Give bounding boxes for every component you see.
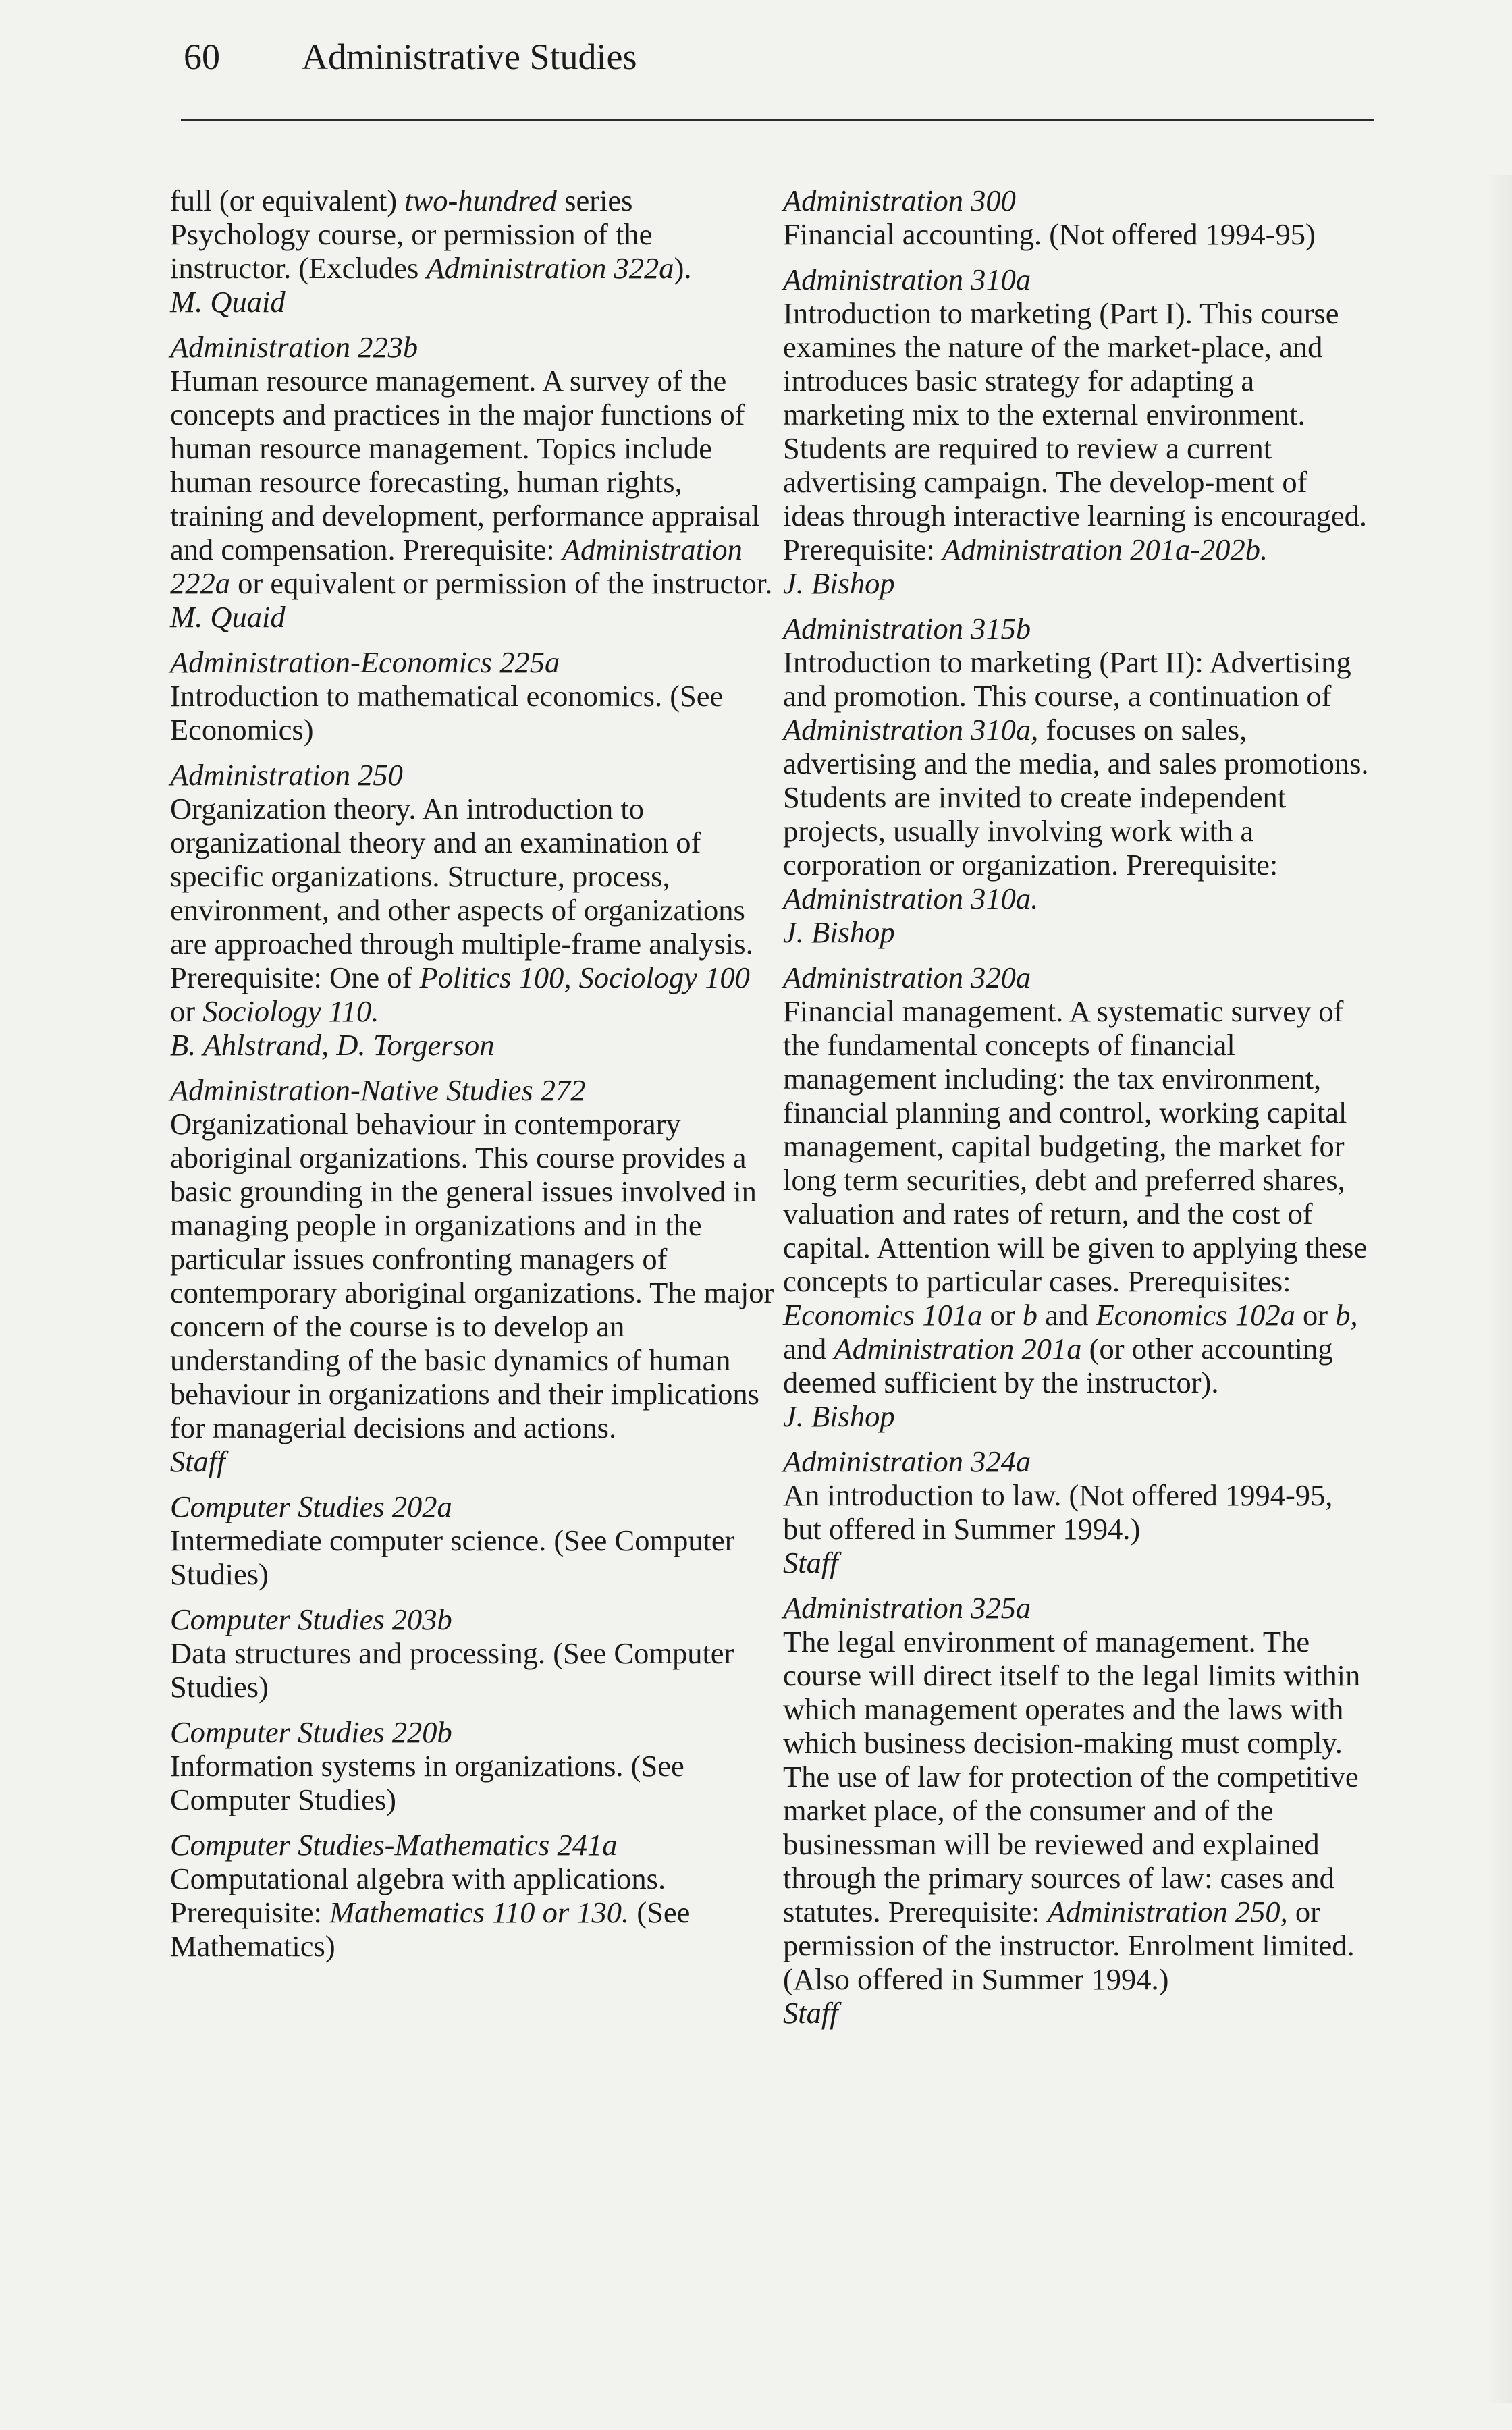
instructor: M. Quaid xyxy=(170,285,286,319)
course-description xyxy=(783,645,1370,915)
course-entry xyxy=(170,1073,778,1478)
course-title: Administration 315b xyxy=(783,612,1031,645)
course-entry xyxy=(170,184,778,319)
course-description xyxy=(170,184,778,285)
course-entry xyxy=(783,612,1370,949)
course-description xyxy=(170,1862,778,1963)
course-reference: Administration 310a. xyxy=(783,882,1039,915)
course-entry xyxy=(170,1602,778,1704)
course-title: Administration 300 xyxy=(783,184,1016,217)
course-reference: Mathematics 110 or 130. xyxy=(329,1895,630,1929)
course-reference: b xyxy=(1335,1298,1351,1332)
course-entry xyxy=(170,330,778,634)
description-text: Financial accounting. (Not offered 1994-95) xyxy=(783,217,1316,251)
description-text: full (or equivalent) xyxy=(170,184,405,217)
description-text: Data structures and processing. (See Computer Studies) xyxy=(170,1636,734,1704)
course-reference: two-hundred xyxy=(404,184,558,217)
course-description xyxy=(783,1478,1370,1546)
description-text: Organization theory. An introduction to organizational theory and an examination of specific organizations. Structure, process, environment, and other aspects of organizations are approached through multiple-frame analysis. Prerequisite: One of xyxy=(170,792,753,994)
description-text: or permission of the instructor. Enrolment limited. (Also offered in Summer 1994.) xyxy=(783,1895,1355,1996)
description-text: or xyxy=(170,994,203,1028)
course-reference: b xyxy=(1022,1298,1037,1332)
course-entry xyxy=(783,961,1370,1433)
instructor: Staff xyxy=(783,1996,838,2030)
instructor: Staff xyxy=(170,1444,225,1478)
left-column xyxy=(170,184,778,1974)
description-text: and xyxy=(1037,1298,1096,1332)
course-entry xyxy=(170,758,778,1062)
course-title: Computer Studies 202a xyxy=(170,1490,452,1523)
course-description xyxy=(783,1625,1370,1996)
description-text: Organizational behaviour in contemporary aboriginal organizations. This course provides a basic grounding in the general issues involved in managing people in organizations and in the particular issues confronting managers of contemporary aboriginal organizations. The major concern of the course is to develop an understanding of the basic dynamics of human behaviour in organizations and their implications for managerial decisions and actions. xyxy=(170,1107,774,1444)
header-rule xyxy=(181,119,1374,121)
course-entry xyxy=(170,1715,778,1816)
course-entry xyxy=(170,645,778,747)
course-description xyxy=(170,364,778,600)
description-text: Computational algebra with applications. Prerequisite: xyxy=(170,1862,666,1929)
course-entry xyxy=(783,184,1370,251)
instructor: J. Bishop xyxy=(783,566,895,600)
course-reference: Administration 322a xyxy=(426,251,674,285)
instructor: J. Bishop xyxy=(783,1399,895,1433)
course-title: Administration 310a xyxy=(783,263,1031,296)
description-text: Introduction to mathematical economics. (See Economics) xyxy=(170,679,724,747)
instructor: J. Bishop xyxy=(783,915,895,949)
description-text: Intermediate computer science. (See Computer Studies) xyxy=(170,1523,735,1591)
course-title: Computer Studies-Mathematics 241a xyxy=(170,1828,618,1862)
course-description xyxy=(783,217,1370,251)
course-description xyxy=(170,792,778,1028)
course-reference: Administration 250, xyxy=(1047,1895,1288,1928)
instructor: M. Quaid xyxy=(170,600,286,634)
right-column xyxy=(783,184,1370,2041)
course-title: Administration 223b xyxy=(170,330,418,364)
course-description xyxy=(170,1107,778,1444)
description-text: Human resource management. A survey of the concepts and practices in the major functions of human resource management. Topics include human resource forecasting, human rights, training and development, performance appraisal and compensation. Prerequisite: xyxy=(170,364,760,566)
description-text: focuses on sales, advertising and the media, and sales promotions. Students are invited to create independent projects, usually involving work with a corporation or organization. Prerequisite: xyxy=(783,713,1369,882)
description-text: (See Mathematics) xyxy=(170,1895,691,1963)
page-edge-shadow xyxy=(1485,176,1512,2403)
course-title: Administration-Economics 225a xyxy=(170,645,560,679)
course-entry xyxy=(783,263,1370,600)
course-reference: Administration 201a-202b. xyxy=(942,533,1268,566)
course-reference: Administration 310a, xyxy=(783,713,1039,747)
course-entry xyxy=(783,1444,1370,1580)
course-entry xyxy=(170,1828,778,1963)
description-text: Information systems in organizations. (See Computer Studies) xyxy=(170,1749,684,1816)
description-text: or xyxy=(1295,1298,1336,1332)
course-reference: Administration 222a xyxy=(170,533,742,600)
course-description xyxy=(783,296,1370,566)
description-text: or xyxy=(982,1298,1023,1332)
course-description xyxy=(170,679,778,747)
instructor: Staff xyxy=(783,1546,838,1580)
course-description xyxy=(170,1523,778,1591)
page-header xyxy=(184,30,637,84)
course-description xyxy=(170,1636,778,1704)
description-text: ). xyxy=(674,251,692,285)
course-reference: Economics 102a xyxy=(1096,1298,1295,1332)
course-reference: Economics 101a xyxy=(783,1298,983,1332)
description-text: Introduction to marketing (Part II): Advertising and promotion. This course, a continuation of xyxy=(783,645,1351,713)
course-reference: Politics 100, Sociology 100 xyxy=(419,961,750,994)
description-text: (or other accounting deemed sufficient by the instructor). xyxy=(783,1332,1333,1399)
course-description xyxy=(170,1749,778,1816)
course-title: Administration-Native Studies 272 xyxy=(170,1073,586,1107)
course-title: Administration 325a xyxy=(783,1591,1031,1625)
course-reference: Sociology 110. xyxy=(202,994,379,1028)
course-title: Administration 250 xyxy=(170,758,403,792)
course-entry xyxy=(170,1490,778,1591)
course-reference: Administration 201a xyxy=(834,1332,1082,1366)
course-title: Computer Studies 220b xyxy=(170,1715,452,1749)
description-text: The legal environment of management. The course will direct itself to the legal limits within which management operates and the laws with which business decision-making must comply. The use of law for protection of the competitive market place, of the consumer and of the businessman will be reviewed and explained through the primary sources of law: cases and statutes. Prerequisite: xyxy=(783,1625,1361,1928)
course-entry xyxy=(783,1591,1370,2030)
course-title: Administration 324a xyxy=(783,1444,1031,1478)
description-text: Introduction to marketing (Part I). This course examines the nature of the market-place, and introduces basic strategy for adapting a marketing mix to the external environment. Students are required to review a current advertising campaign. The develop-ment of ideas through interactive learning is encouraged. Prerequisite: xyxy=(783,296,1367,566)
course-title: Administration 320a xyxy=(783,961,1031,994)
description-text: , and xyxy=(783,1298,1358,1366)
course-title: Computer Studies 203b xyxy=(170,1602,452,1636)
description-text: or equivalent or permission of the instructor. xyxy=(230,566,773,600)
section-title: Administrative Studies xyxy=(302,36,637,77)
course-description xyxy=(783,994,1370,1399)
description-text: series Psychology course, or permission of the instructor. (Excludes xyxy=(170,184,653,285)
instructor: B. Ahlstrand, D. Torgerson xyxy=(170,1028,495,1062)
page-number: 60 xyxy=(184,36,220,77)
description-text: An introduction to law. (Not offered 1994-95, but offered in Summer 1994.) xyxy=(783,1478,1333,1546)
description-text: Financial management. A systematic survey of the fundamental concepts of financial management including: the tax environment, financial planning and control, working capital management, capital budgeting, the market for long term securities, debt and preferred shares, valuation and rates of return, and the cost of capital. Attention will be given to applying these concepts to particular cases. Prerequisites: xyxy=(783,994,1368,1298)
